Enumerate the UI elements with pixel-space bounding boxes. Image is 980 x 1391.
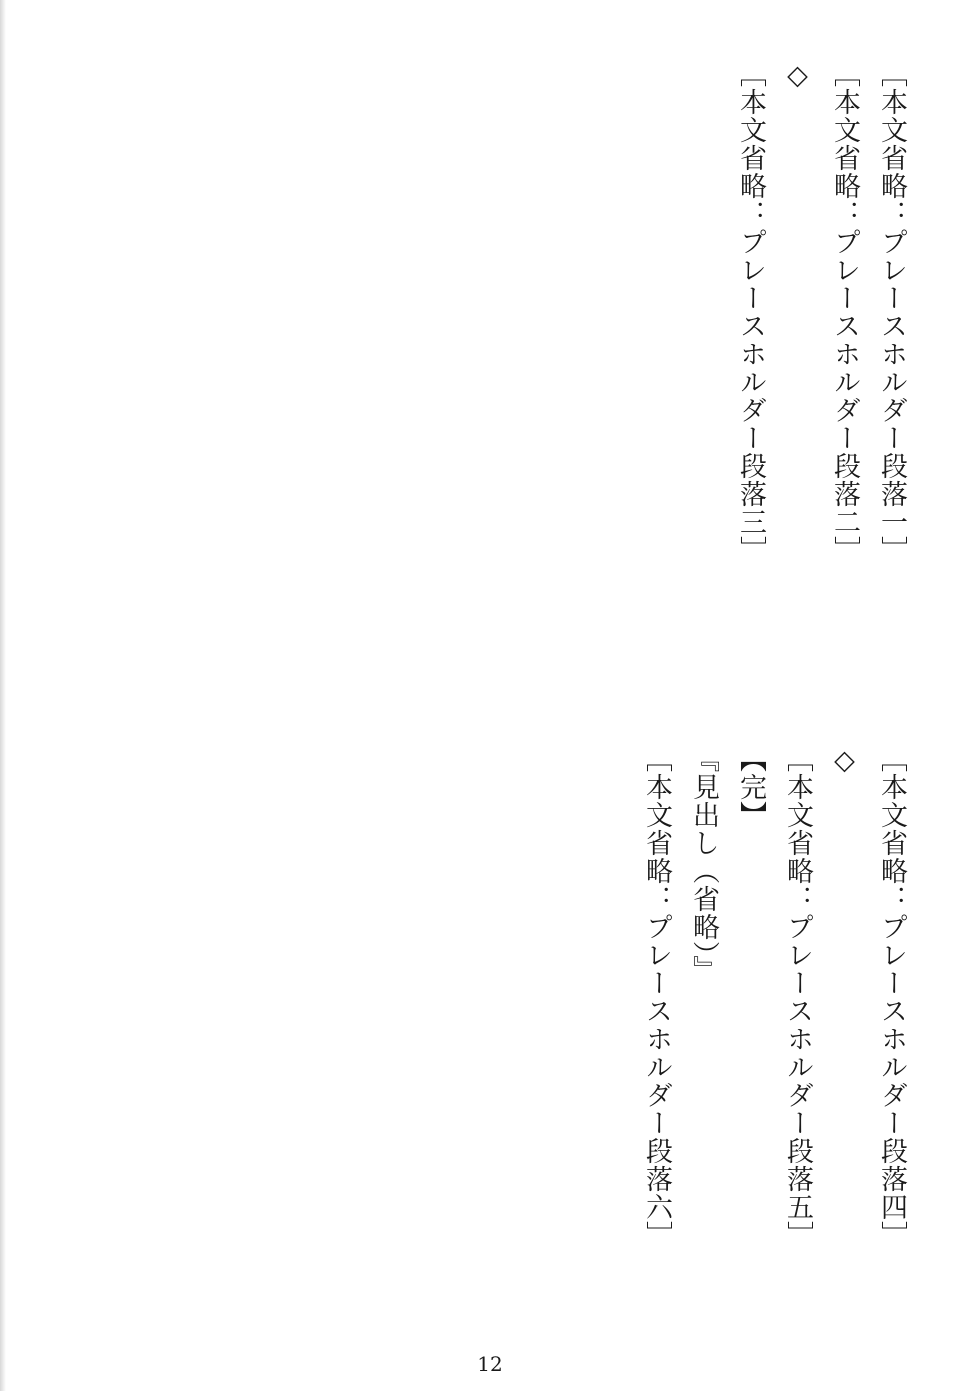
paragraph: ［本文省略：プレースホルダー段落四］ bbox=[876, 745, 907, 1249]
story-title: 『見出し（省略）』 bbox=[688, 745, 719, 984]
end-marker: 【完】 bbox=[735, 745, 766, 829]
bottom-text-band bbox=[85, 745, 915, 1335]
paragraph: ［本文省略：プレースホルダー段落五］ bbox=[782, 745, 813, 1249]
paragraph: ［本文省略：プレースホルダー段落一］ bbox=[876, 60, 907, 564]
section-break: ◇ bbox=[782, 60, 813, 92]
paragraph: ［本文省略：プレースホルダー段落六］ bbox=[641, 745, 672, 1249]
page-number: 12 bbox=[477, 1352, 503, 1376]
paragraph: ［本文省略：プレースホルダー段落二］ bbox=[829, 60, 860, 564]
section-break: ◇ bbox=[829, 745, 860, 777]
scan-page-edge bbox=[0, 0, 6, 1391]
paragraph: ［本文省略：プレースホルダー段落三］ bbox=[735, 60, 766, 564]
top-text-band bbox=[85, 60, 915, 700]
